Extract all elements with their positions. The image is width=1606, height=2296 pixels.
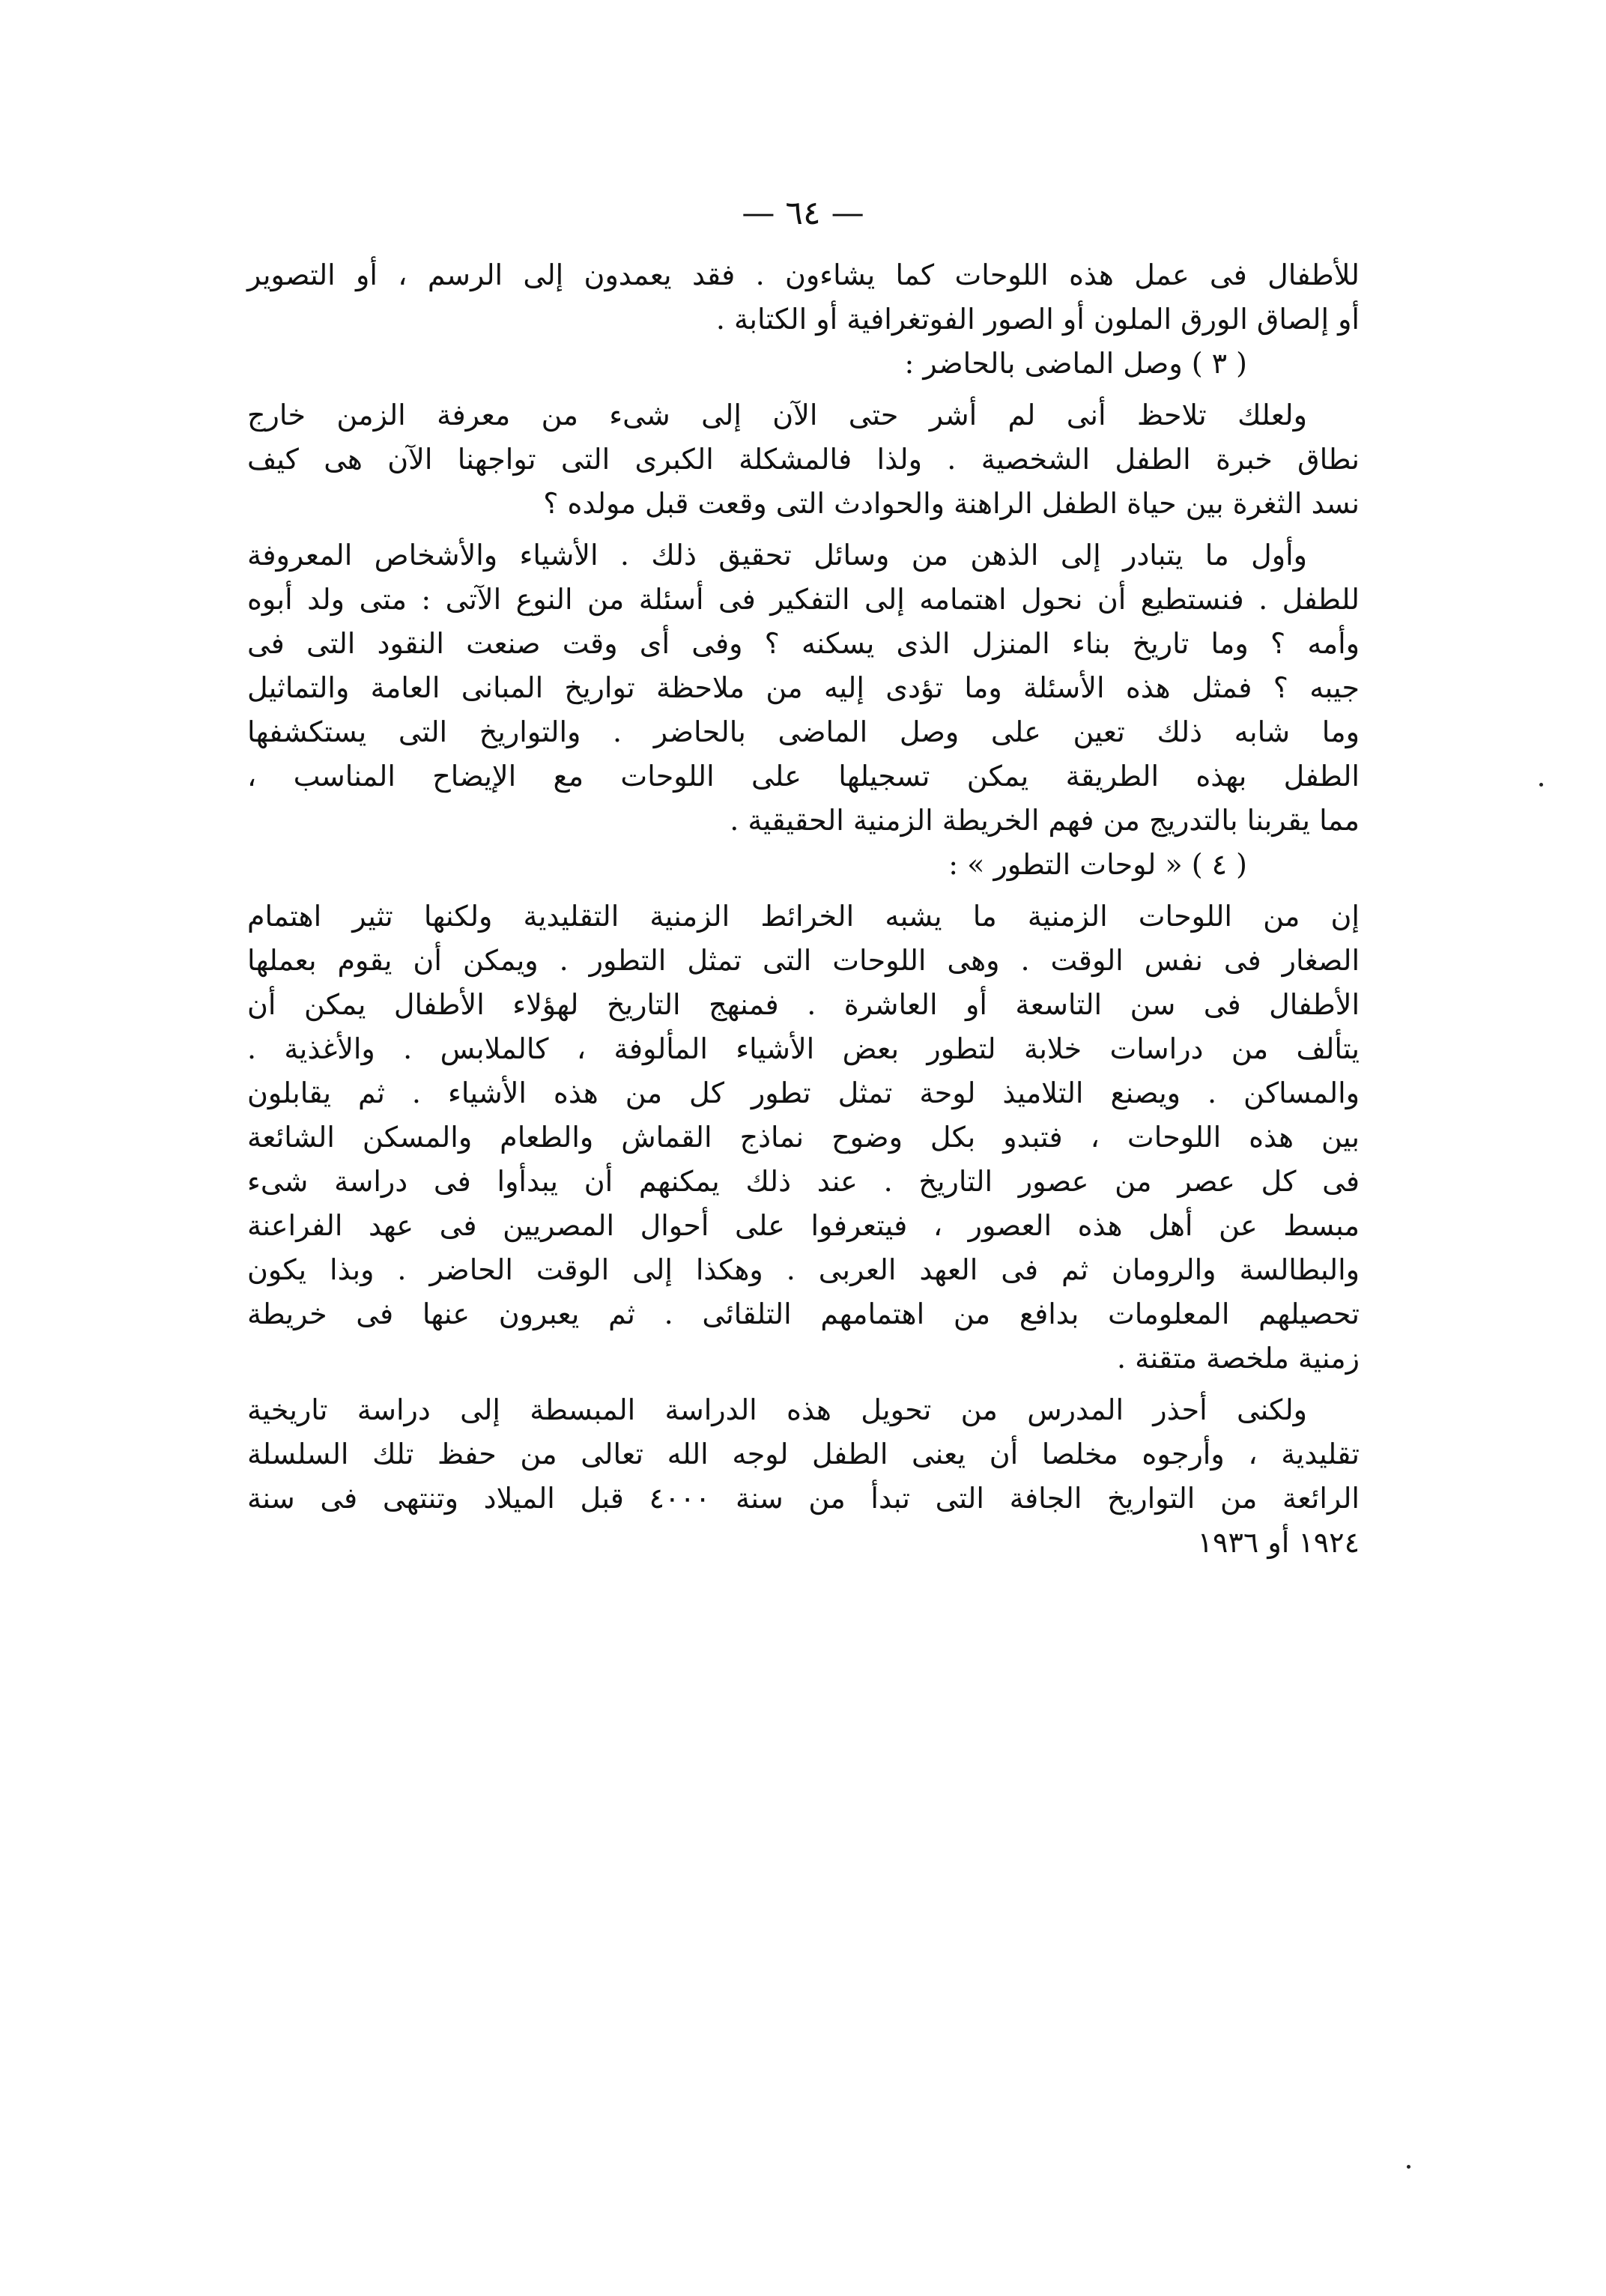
text-line: وأمه ؟ وما تاريخ بناء المنزل الذى يسكنه ؟ وفى أى وقت صنعت النقود التى فى [247,627,1360,660]
text-line: الطفل بهذه الطريقة يمكن تسجيلها على اللوحات مع الإيضاح المناسب ، [247,760,1360,793]
text-line: والمساكن . ويصنع التلاميذ لوحة تمثل تطور كل من هذه الأشياء . ثم يقابلون [247,1076,1360,1109]
text-line: إن من اللوحات الزمنية ما يشبه الخرائط الزمنية التقليدية ولكنها تثير اهتمام [247,900,1360,933]
text-line: الأطفال فى سن التاسعة أو العاشرة . فمنهج التاريخ لهؤلاء الأطفال يمكن أن [247,988,1360,1021]
text-line: جيبه ؟ فمثل هذه الأسئلة وما تؤدى إليه من ملاحظة تواريخ المبانى العامة والتماثيل [247,671,1360,704]
scan-speck [1407,2165,1410,2169]
text-line: وما شابه ذلك تعين على وصل الماضى بالحاضر . والتواريخ التى يستكشفها [247,715,1360,748]
text-line: نطاق خبرة الطفل الشخصية . ولذا فالمشكلة الكبرى التى تواجهنا الآن هى كيف [247,443,1360,476]
text-line: للطفل . فنستطيع أن نحول اهتمامه إلى التفكير فى أسئلة من النوع الآتى : متى ولد أبوه [247,583,1360,616]
scan-speck [1539,783,1543,787]
text-line: فى كل عصر من عصور التاريخ . عند ذلك يمكنهم أن يبدأوا فى دراسة شىء [247,1165,1360,1198]
text-line: نسد الثغرة بين حياة الطفل الراهنة والحوادث التى وقعت قبل مولده ؟ [543,487,1360,520]
section-heading: ( ٤ ) « لوحات التطور » : [948,848,1247,881]
text-line: ولكنى أحذر المدرس من تحويل هذه الدراسة المبسطة إلى دراسة تاريخية [247,1393,1307,1426]
text-line: بين هذه اللوحات ، فتبدو بكل وضوح نماذج القماش والطعام والمسكن الشائعة [247,1121,1360,1154]
text-line: ١٩٢٤ أو ١٩٣٦ [1197,1526,1360,1559]
body-text [247,253,1360,1565]
text-line: للأطفال فى عمل هذه اللوحات كما يشاءون . فقد يعمدون إلى الرسم ، أو التصوير [247,258,1360,291]
text-line: ولعلك تلاحظ أنى لم أشر حتى الآن إلى شىء من معرفة الزمن خارج [247,399,1307,431]
text-line: مما يقربنا بالتدريج من فهم الخريطة الزمنية الحقيقية . [730,804,1360,837]
text-line: زمنية ملخصة متقنة . [1116,1342,1360,1375]
text-line: يتألف من دراسات خلابة لتطور بعض الأشياء المألوفة ، كالملابس . والأغذية . [247,1032,1360,1065]
text-line: مبسط عن أهل هذه العصور ، فيتعرفوا على أحوال المصريين فى عهد الفراعنة [247,1209,1360,1242]
text-line: الرائعة من التواريخ الجافة التى تبدأ من سنة ٤٠٠٠ قبل الميلاد وتنتهى فى سنة [247,1482,1360,1515]
text-line: وأول ما يتبادر إلى الذهن من وسائل تحقيق ذلك . الأشياء والأشخاص المعروفة [247,539,1307,572]
text-line: تقليدية ، وأرجوه مخلصا أن يعنى الطفل لوجه الله تعالى من حفظ تلك السلسلة [247,1438,1360,1470]
text-line: الصغار فى نفس الوقت . وهى اللوحات التى تمثل التطور . ويمكن أن يقوم بعملها [247,944,1360,977]
page-number: — ٦٤ — [742,194,864,232]
text-line: والبطالسة والرومان ثم فى العهد العربى . وهكذا إلى الوقت الحاضر . وبذا يكون [247,1253,1360,1286]
section-heading: ( ٣ ) وصل الماضى بالحاضر : [904,347,1247,380]
text-line: تحصيلهم المعلومات بدافع من اهتمامهم التلقائى . ثم يعبرون عنها فى خريطة [247,1297,1360,1330]
text-line: أو إلصاق الورق الملون أو الصور الفوتغرافية أو الكتابة . [715,303,1360,336]
